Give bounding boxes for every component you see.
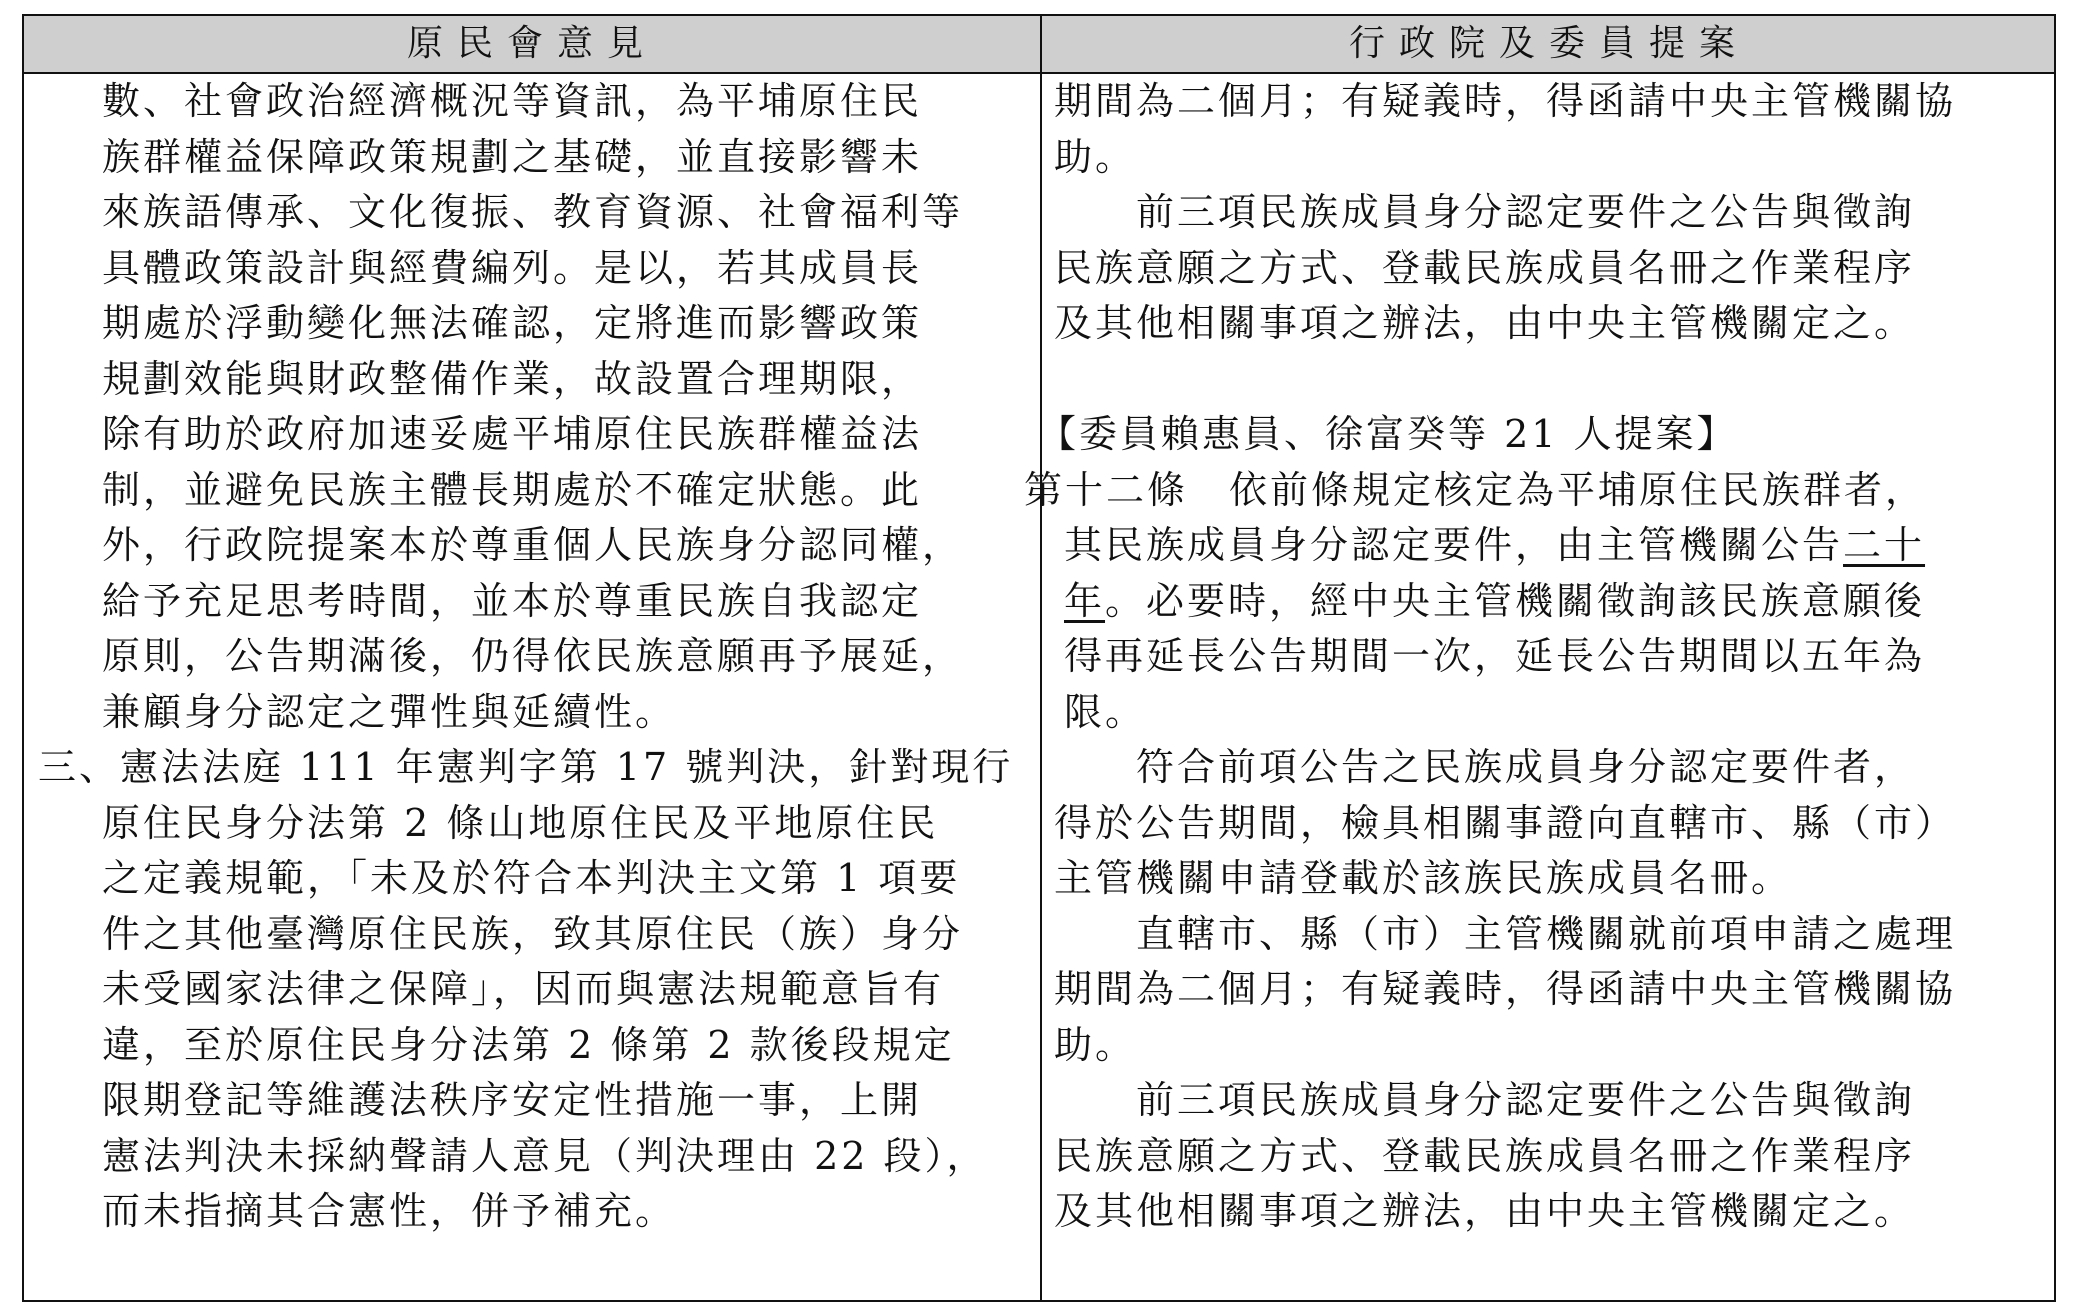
table-header	[24, 16, 2054, 74]
text-line: 及其他相關事項之辦法，由中央主管機關定之。	[1054, 1189, 1916, 1233]
right-column-body	[1024, 74, 2048, 1240]
paragraph-four	[1054, 1073, 2048, 1240]
paragraph-three	[1054, 907, 2048, 1074]
left-continuation-block	[38, 74, 1026, 740]
text-line: 兼顧身分認定之彈性與延續性。	[102, 689, 677, 734]
text-line: 三、憲法法庭 111 年憲判字第 17 號判決，針對現行	[38, 745, 1014, 789]
text-line: 符合前項公告之民族成員身分認定要件者，	[1054, 745, 1916, 789]
text-segment: 其民族成員身分認定要件，由主管機關公告	[1064, 523, 1844, 567]
text-line: 數、社會政治經濟概況等資訊，為平埔原住民	[102, 79, 923, 123]
header-right-title: 行政院及委員提案	[1348, 23, 1749, 64]
text-line: 原則，公告期滿後，仍得依民族意願再予展延，	[102, 634, 964, 678]
text-segment: 。必要時，經中央主管機關徵詢該民族意願後	[1105, 578, 1926, 623]
text-line: 助。	[1054, 134, 1137, 179]
text-line: 主管機關申請登載於該族民族成員名冊。	[1054, 856, 1793, 900]
underlined-amendment: 年	[1064, 578, 1106, 623]
text-line	[1064, 574, 2048, 630]
column-divider	[1040, 16, 1042, 1300]
text-line: 而未指摘其合憲性，併予補充。	[102, 1189, 677, 1233]
article-heading-line: 第十二條 依前條規定核定為平埔原住民族群者，	[1024, 467, 1927, 512]
text-line: 件之其他臺灣原住民族，致其原住民（族）身分	[102, 911, 964, 956]
text-line: 民族意願之方式、登載民族成員名冊之作業程序	[1054, 1133, 1916, 1178]
left-item-three-block	[38, 740, 1026, 1240]
paragraph-two	[1054, 740, 2048, 907]
text-line: 限期登記等維護法秩序安定性措施一事，上開	[102, 1078, 923, 1122]
text-line: 期間為二個月；有疑義時，得函請中央主管機關協	[1054, 967, 1957, 1011]
text-line	[1064, 518, 2048, 574]
article-body-block	[1054, 518, 2048, 740]
text-line: 助。	[1054, 1022, 1137, 1067]
text-line: 除有助於政府加速妥處平埔原住民族群權益法	[102, 412, 923, 456]
text-line: 未受國家法律之保障」，因而與憲法規範意旨有	[102, 967, 945, 1011]
text-line: 來族語傳承、文化復振、教育資源、社會福利等	[102, 190, 964, 234]
right-top-block	[1054, 74, 2048, 352]
text-line: 憲法判決未採納聲請人意見（判決理由 22 段），	[102, 1133, 988, 1178]
text-line: 族群權益保障政策規劃之基礎，並直接影響未	[102, 134, 923, 179]
text-line: 制，並避免民族主體長期處於不確定狀態。此	[102, 467, 923, 512]
text-line: 給予充足思考時間，並本於尊重民族自我認定	[102, 578, 923, 623]
text-line: 及其他相關事項之辦法，由中央主管機關定之。	[1054, 301, 1916, 345]
text-line: 違，至於原住民身分法第 2 條第 2 款後段規定	[102, 1022, 955, 1067]
comparison-table	[22, 14, 2056, 1302]
text-line: 得於公告期間，檢具相關事證向直轄市、縣（市）	[1054, 800, 1957, 845]
text-line: 民族意願之方式、登載民族成員名冊之作業程序	[1054, 245, 1916, 290]
proposal-title: 【委員賴惠員、徐富癸等 21 人提案】	[1038, 412, 1738, 456]
underlined-amendment: 二十	[1843, 523, 1926, 567]
text-line: 前三項民族成員身分認定要件之公告與徵詢	[1054, 190, 1916, 234]
text-line: 具體政策設計與經費編列。是以，若其成員長	[102, 245, 923, 290]
text-line: 得再延長公告期間一次，延長公告期間以五年為	[1064, 634, 1926, 678]
text-line: 期間為二個月；有疑義時，得函請中央主管機關協	[1054, 79, 1957, 123]
text-line: 之定義規範，「未及於符合本判決主文第 1 項要	[102, 856, 961, 900]
text-line: 限。	[1064, 689, 1147, 734]
text-line: 直轄市、縣（市）主管機關就前項申請之處理	[1054, 911, 1957, 956]
text-line: 規劃效能與財政整備作業，故設置合理期限，	[102, 356, 923, 401]
text-line: 期處於浮動變化無法確認，定將進而影響政策	[102, 301, 923, 345]
text-line: 原住民身分法第 2 條山地原住民及平地原住民	[102, 800, 939, 845]
left-column-body	[38, 74, 1026, 1240]
header-left-title: 原民會意見	[406, 23, 657, 64]
blank-line	[1054, 352, 2048, 408]
text-line: 外，行政院提案本於尊重個人民族身分認同權，	[102, 523, 964, 567]
text-line: 前三項民族成員身分認定要件之公告與徵詢	[1054, 1078, 1916, 1122]
